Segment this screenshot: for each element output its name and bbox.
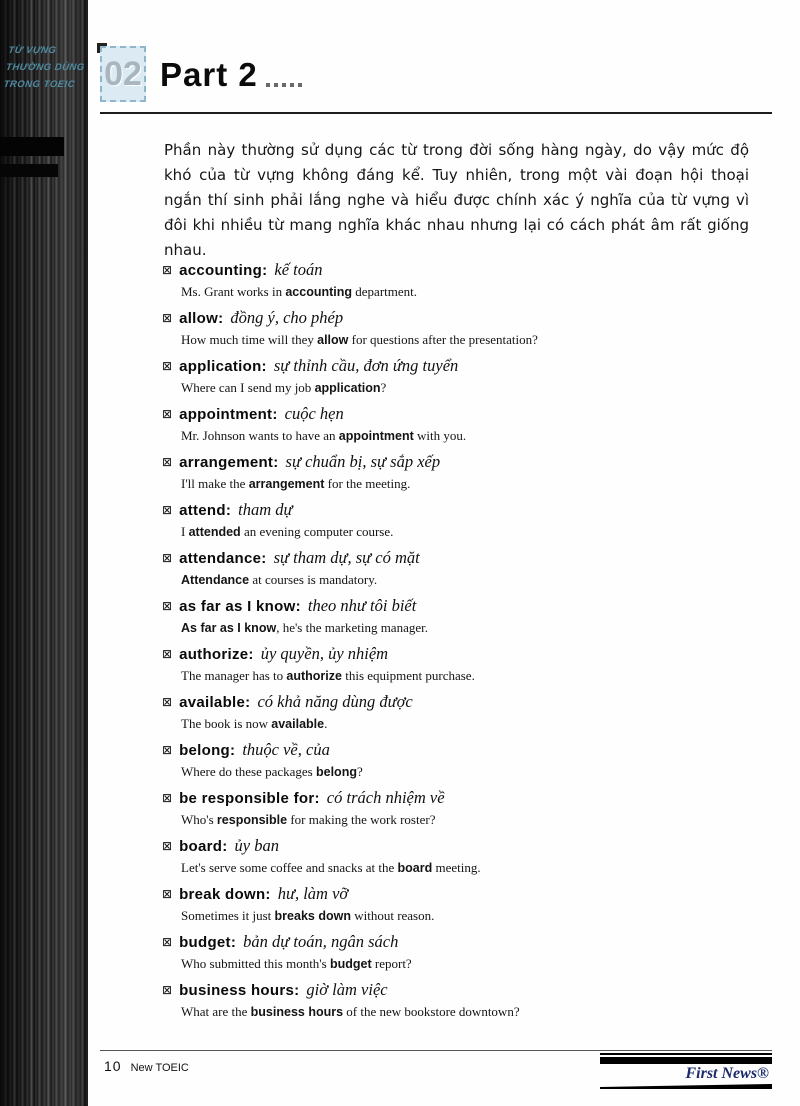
vocab-list	[162, 260, 762, 1028]
vocab-entry	[162, 740, 762, 780]
checkbox-x-icon: ⊠	[162, 743, 173, 757]
vocab-entry-head	[162, 836, 762, 857]
vocab-entry-head	[162, 548, 762, 569]
example-keyword: business hours	[250, 1005, 344, 1019]
vocab-entry-head	[162, 500, 762, 521]
example-text: Sometimes it just	[181, 908, 275, 923]
vocab-meaning: sự tham dự, sự có mặt	[273, 548, 420, 567]
example-keyword: accounting	[285, 285, 353, 299]
vocab-entry-head	[162, 356, 762, 377]
example-text: this equipment purchase.	[341, 668, 475, 683]
vocab-entry-head	[162, 692, 762, 713]
example-text: for making the work roster?	[287, 812, 436, 827]
vocab-meaning: sự chuẩn bị, sự sắp xếp	[285, 452, 441, 471]
vocab-entry-head	[162, 884, 762, 905]
logo-bar	[600, 1057, 772, 1064]
vocab-meaning: đồng ý, cho phép	[230, 308, 344, 327]
band-black-bar	[0, 164, 58, 177]
example-text: for the meeting.	[324, 476, 411, 491]
checkbox-x-icon: ⊠	[162, 359, 173, 373]
vocab-term: accounting:	[179, 262, 268, 279]
example-text: ?	[380, 380, 387, 395]
vocab-term: authorize:	[179, 646, 254, 663]
vocab-entry-head	[162, 308, 762, 329]
vocab-example	[181, 812, 762, 828]
vocab-meaning: giờ làm việc	[306, 980, 388, 999]
vocab-example	[181, 476, 762, 492]
vocab-entry	[162, 884, 762, 924]
vocab-entry	[162, 788, 762, 828]
vocab-entry-head	[162, 452, 762, 473]
vocab-entry	[162, 692, 762, 732]
title-dot	[298, 83, 302, 87]
vocab-meaning: bản dự toán, ngân sách	[243, 932, 399, 951]
checkbox-x-icon: ⊠	[162, 599, 173, 613]
example-keyword: allow	[317, 333, 349, 347]
title-dot	[290, 83, 294, 87]
example-text: without reason.	[350, 908, 435, 923]
sidebar-label-line: THƯỜNG DÙNG	[5, 62, 86, 73]
vocab-example	[181, 860, 762, 876]
example-text: of the new bookstore downtown?	[343, 1004, 520, 1019]
vocab-term: attendance:	[179, 550, 267, 567]
page-title	[160, 56, 302, 94]
vocab-entry	[162, 548, 762, 588]
vocab-meaning: sự thỉnh cầu, đơn ứng tuyển	[273, 356, 459, 375]
example-keyword: belong	[316, 765, 357, 779]
vocab-term: appointment:	[179, 406, 278, 423]
vocab-entry-head	[162, 788, 762, 809]
checkbox-x-icon: ⊠	[162, 311, 173, 325]
vocab-entry	[162, 356, 762, 396]
vocab-entry	[162, 260, 762, 300]
example-keyword: responsible	[216, 813, 288, 827]
vocab-example	[181, 524, 762, 540]
title-dot	[266, 83, 270, 87]
footer-left	[104, 1058, 189, 1074]
left-texture-band	[0, 0, 88, 1106]
vocab-entry	[162, 308, 762, 348]
example-keyword: budget	[329, 957, 372, 971]
example-keyword: Attendance	[181, 573, 250, 587]
sidebar-label-line: TRONG TOEIC	[2, 79, 76, 90]
example-text: I'll make the	[181, 476, 249, 491]
example-text: department.	[352, 284, 418, 299]
vocab-entry	[162, 500, 762, 540]
checkbox-x-icon: ⊠	[162, 455, 173, 469]
vocab-entry-head	[162, 932, 762, 953]
intro-paragraph: Phần này thường sử dụng các từ trong đời sống hàng ngày, do vậy mức độ khó của từ vựng không đáng kể. Tuy nhiên, trong một vài đoạn hội thoại ngắn thí sinh phải lắng nghe và hiểu được chính xác ý nghĩa của từ vựng vì đôi khi nhiều từ mang nghĩa khác nhau nhưng lại có cách phát âm rất giống nhau.	[164, 141, 749, 259]
page-number: 10	[104, 1058, 122, 1074]
vocab-entry	[162, 452, 762, 492]
example-text: Who's	[181, 812, 217, 827]
example-text: What are the	[181, 1004, 251, 1019]
example-text: How much time will they	[181, 332, 318, 347]
part-number-badge: 02	[100, 46, 146, 102]
example-text: Where can I send my job	[181, 380, 315, 395]
vocab-example	[181, 572, 762, 588]
vocab-term: attend:	[179, 502, 232, 519]
vocab-meaning: cuộc hẹn	[284, 404, 344, 423]
example-keyword: As far as I know	[181, 621, 277, 635]
sidebar-series-label	[2, 42, 89, 93]
logo-bottom-bar	[600, 1084, 772, 1089]
example-keyword: application	[314, 381, 381, 395]
checkbox-x-icon: ⊠	[162, 407, 173, 421]
vocab-example	[181, 1004, 762, 1020]
vocab-meaning: hư, làm vỡ	[277, 884, 349, 903]
vocab-term: board:	[179, 838, 228, 855]
sidebar-label-line: TỪ VỰNG	[7, 45, 58, 56]
checkbox-x-icon: ⊠	[162, 647, 173, 661]
example-text: Let's serve some coffee and snacks at the	[181, 860, 398, 875]
example-keyword: arrangement	[248, 477, 325, 491]
example-text: Mr. Johnson wants to have an	[181, 428, 339, 443]
example-keyword: breaks down	[274, 909, 351, 923]
checkbox-x-icon: ⊠	[162, 551, 173, 565]
vocab-term: break down:	[179, 886, 271, 903]
vocab-term: belong:	[179, 742, 236, 759]
vocab-entry	[162, 404, 762, 444]
vocab-meaning: kế toán	[274, 260, 323, 279]
publisher-name: First News®	[685, 1065, 769, 1082]
vocab-example	[181, 332, 762, 348]
vocab-term: business hours:	[179, 982, 300, 999]
checkbox-x-icon: ⊠	[162, 983, 173, 997]
vocab-term: budget:	[179, 934, 237, 951]
checkbox-x-icon: ⊠	[162, 839, 173, 853]
vocab-entry-head	[162, 980, 762, 1001]
checkbox-x-icon: ⊠	[162, 887, 173, 901]
book-title: New TOEIC	[130, 1062, 189, 1074]
example-text: I	[181, 524, 189, 539]
vocab-term: be responsible for:	[179, 790, 320, 807]
vocab-example	[181, 620, 762, 636]
example-text: with you.	[413, 428, 467, 443]
example-text: The book is now	[181, 716, 272, 731]
vocab-meaning: ủy ban	[234, 836, 279, 855]
example-text: .	[324, 716, 328, 731]
checkbox-x-icon: ⊠	[162, 695, 173, 709]
example-keyword: appointment	[338, 429, 414, 443]
example-keyword: board	[397, 861, 433, 875]
example-keyword: attended	[188, 525, 241, 539]
example-keyword: authorize	[286, 669, 342, 683]
vocab-meaning: theo như tôi biết	[307, 596, 417, 615]
vocab-entry-head	[162, 740, 762, 761]
title-dots	[266, 83, 302, 87]
vocab-example	[181, 284, 762, 300]
vocab-example	[181, 956, 762, 972]
example-text: report?	[371, 956, 412, 971]
checkbox-x-icon: ⊠	[162, 503, 173, 517]
vocab-entry-head	[162, 596, 762, 617]
checkbox-x-icon: ⊠	[162, 791, 173, 805]
example-text: The manager has to	[181, 668, 287, 683]
vocab-entry	[162, 644, 762, 684]
example-text: , he's the marketing manager.	[276, 620, 428, 635]
example-text: at courses is mandatory.	[249, 572, 378, 587]
example-text: Where do these packages	[181, 764, 316, 779]
example-text: for questions after the presentation?	[348, 332, 538, 347]
title-dot	[282, 83, 286, 87]
vocab-term: available:	[179, 694, 251, 711]
logo-top-line	[600, 1053, 772, 1055]
vocab-meaning: thuộc về, của	[242, 740, 330, 759]
checkbox-x-icon: ⊠	[162, 263, 173, 277]
vocab-meaning: có khả năng dùng được	[257, 692, 413, 711]
publisher-logo	[600, 1053, 772, 1089]
example-text: ?	[356, 764, 363, 779]
vocab-meaning: ủy quyền, ủy nhiệm	[260, 644, 389, 663]
vocab-example	[181, 908, 762, 924]
vocab-meaning: tham dự	[238, 500, 293, 519]
vocab-entry	[162, 980, 762, 1020]
vocab-entry-head	[162, 260, 762, 281]
example-text: meeting.	[432, 860, 481, 875]
vocab-entry-head	[162, 404, 762, 425]
example-keyword: available	[271, 717, 325, 731]
band-black-bar	[0, 137, 64, 156]
example-text: Ms. Grant works in	[181, 284, 286, 299]
vocab-example	[181, 668, 762, 684]
vocab-meaning: có trách nhiệm về	[326, 788, 445, 807]
vocab-entry	[162, 836, 762, 876]
vocab-example	[181, 716, 762, 732]
vocab-term: allow:	[179, 310, 224, 327]
vocab-term: arrangement:	[179, 454, 279, 471]
vocab-entry-head	[162, 644, 762, 665]
vocab-term: as far as I know:	[179, 598, 301, 615]
page-title-text: Part 2	[160, 56, 258, 93]
vocab-entry	[162, 932, 762, 972]
vocab-example	[181, 764, 762, 780]
vocab-example	[181, 428, 762, 444]
vocab-entry	[162, 596, 762, 636]
title-dot	[274, 83, 278, 87]
footer-divider	[100, 1050, 772, 1051]
example-text: Who submitted this month's	[181, 956, 330, 971]
checkbox-x-icon: ⊠	[162, 935, 173, 949]
example-text: an evening computer course.	[240, 524, 394, 539]
header-divider	[100, 112, 772, 114]
vocab-example	[181, 380, 762, 396]
vocab-term: application:	[179, 358, 267, 375]
